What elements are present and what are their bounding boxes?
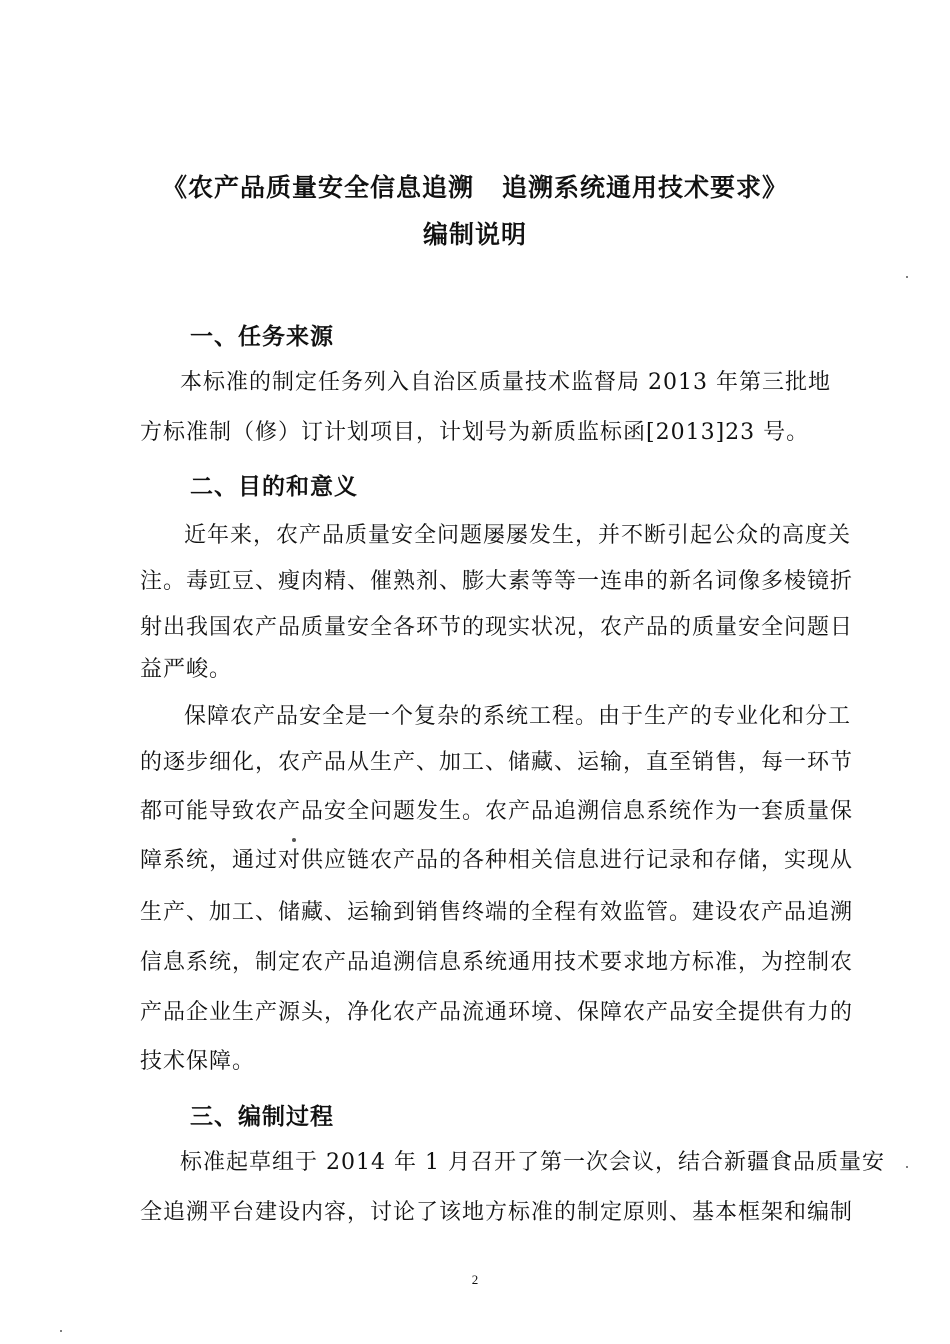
section-heading-task-source: 一、任务来源 — [190, 323, 334, 350]
paragraph-line: 射出我国农产品质量安全各环节的现实状况，农产品的质量安全问题日 — [140, 615, 854, 640]
paragraph-line: 保障农产品安全是一个复杂的系统工程。由于生产的专业化和分工 — [184, 704, 852, 729]
paragraph-line: 近年来，农产品质量安全问题屡屡发生，并不断引起公众的高度关 — [184, 523, 852, 548]
paragraph-line: 的逐步细化，农产品从生产、加工、储藏、运输，直至销售，每一环节 — [140, 750, 854, 775]
document-title — [0, 168, 950, 204]
scan-speck — [906, 276, 908, 278]
section-heading-process: 三、编制过程 — [190, 1103, 334, 1130]
paragraph-line: 益严峻。 — [140, 657, 233, 682]
scan-speck — [60, 1330, 62, 1332]
paragraph-line: 标准起草组于 2014 年 1 月召开了第一次会议，结合新疆食品质量安 — [180, 1150, 885, 1175]
section-heading-purpose: 二、目的和意义 — [190, 473, 358, 500]
paragraph-line: 本标准的制定任务列入自治区质量技术监督局 2013 年第三批地 — [180, 370, 831, 395]
scan-speck — [292, 838, 296, 842]
document-subtitle: 编制说明 — [422, 220, 527, 249]
paragraph-line: 方标准制（修）订计划项目，计划号为新质监标函[2013]23 号。 — [140, 420, 810, 445]
paragraph-line: 技术保障。 — [140, 1049, 256, 1074]
paragraph-line: 信息系统，制定农产品追溯信息系统通用技术要求地方标准，为控制农 — [140, 950, 854, 975]
paragraph-line: 全追溯平台建设内容，讨论了该地方标准的制定原则、基本框架和编制 — [140, 1200, 854, 1225]
paragraph-line: 障系统，通过对供应链农产品的各种相关信息进行记录和存储，实现从 — [140, 848, 854, 873]
paragraph-line: 都可能导致农产品安全问题发生。农产品追溯信息系统作为一套质量保 — [140, 799, 854, 824]
scan-speck — [906, 1166, 908, 1168]
title-part-1: 《农产品质量安全信息追溯 — [161, 173, 474, 202]
paragraph-line: 产品企业生产源头，净化农产品流通环境、保障农产品安全提供有力的 — [140, 1000, 854, 1025]
page-number: 2 — [471, 1272, 479, 1287]
title-part-2: 追溯系统通用技术要求》 — [502, 173, 789, 202]
paragraph-line: 生产、加工、储藏、运输到销售终端的全程有效监管。建设农产品追溯 — [140, 900, 854, 925]
paragraph-line: 注。毒豇豆、瘦肉精、催熟剂、膨大素等等一连串的新名词像多棱镜折 — [140, 569, 854, 594]
